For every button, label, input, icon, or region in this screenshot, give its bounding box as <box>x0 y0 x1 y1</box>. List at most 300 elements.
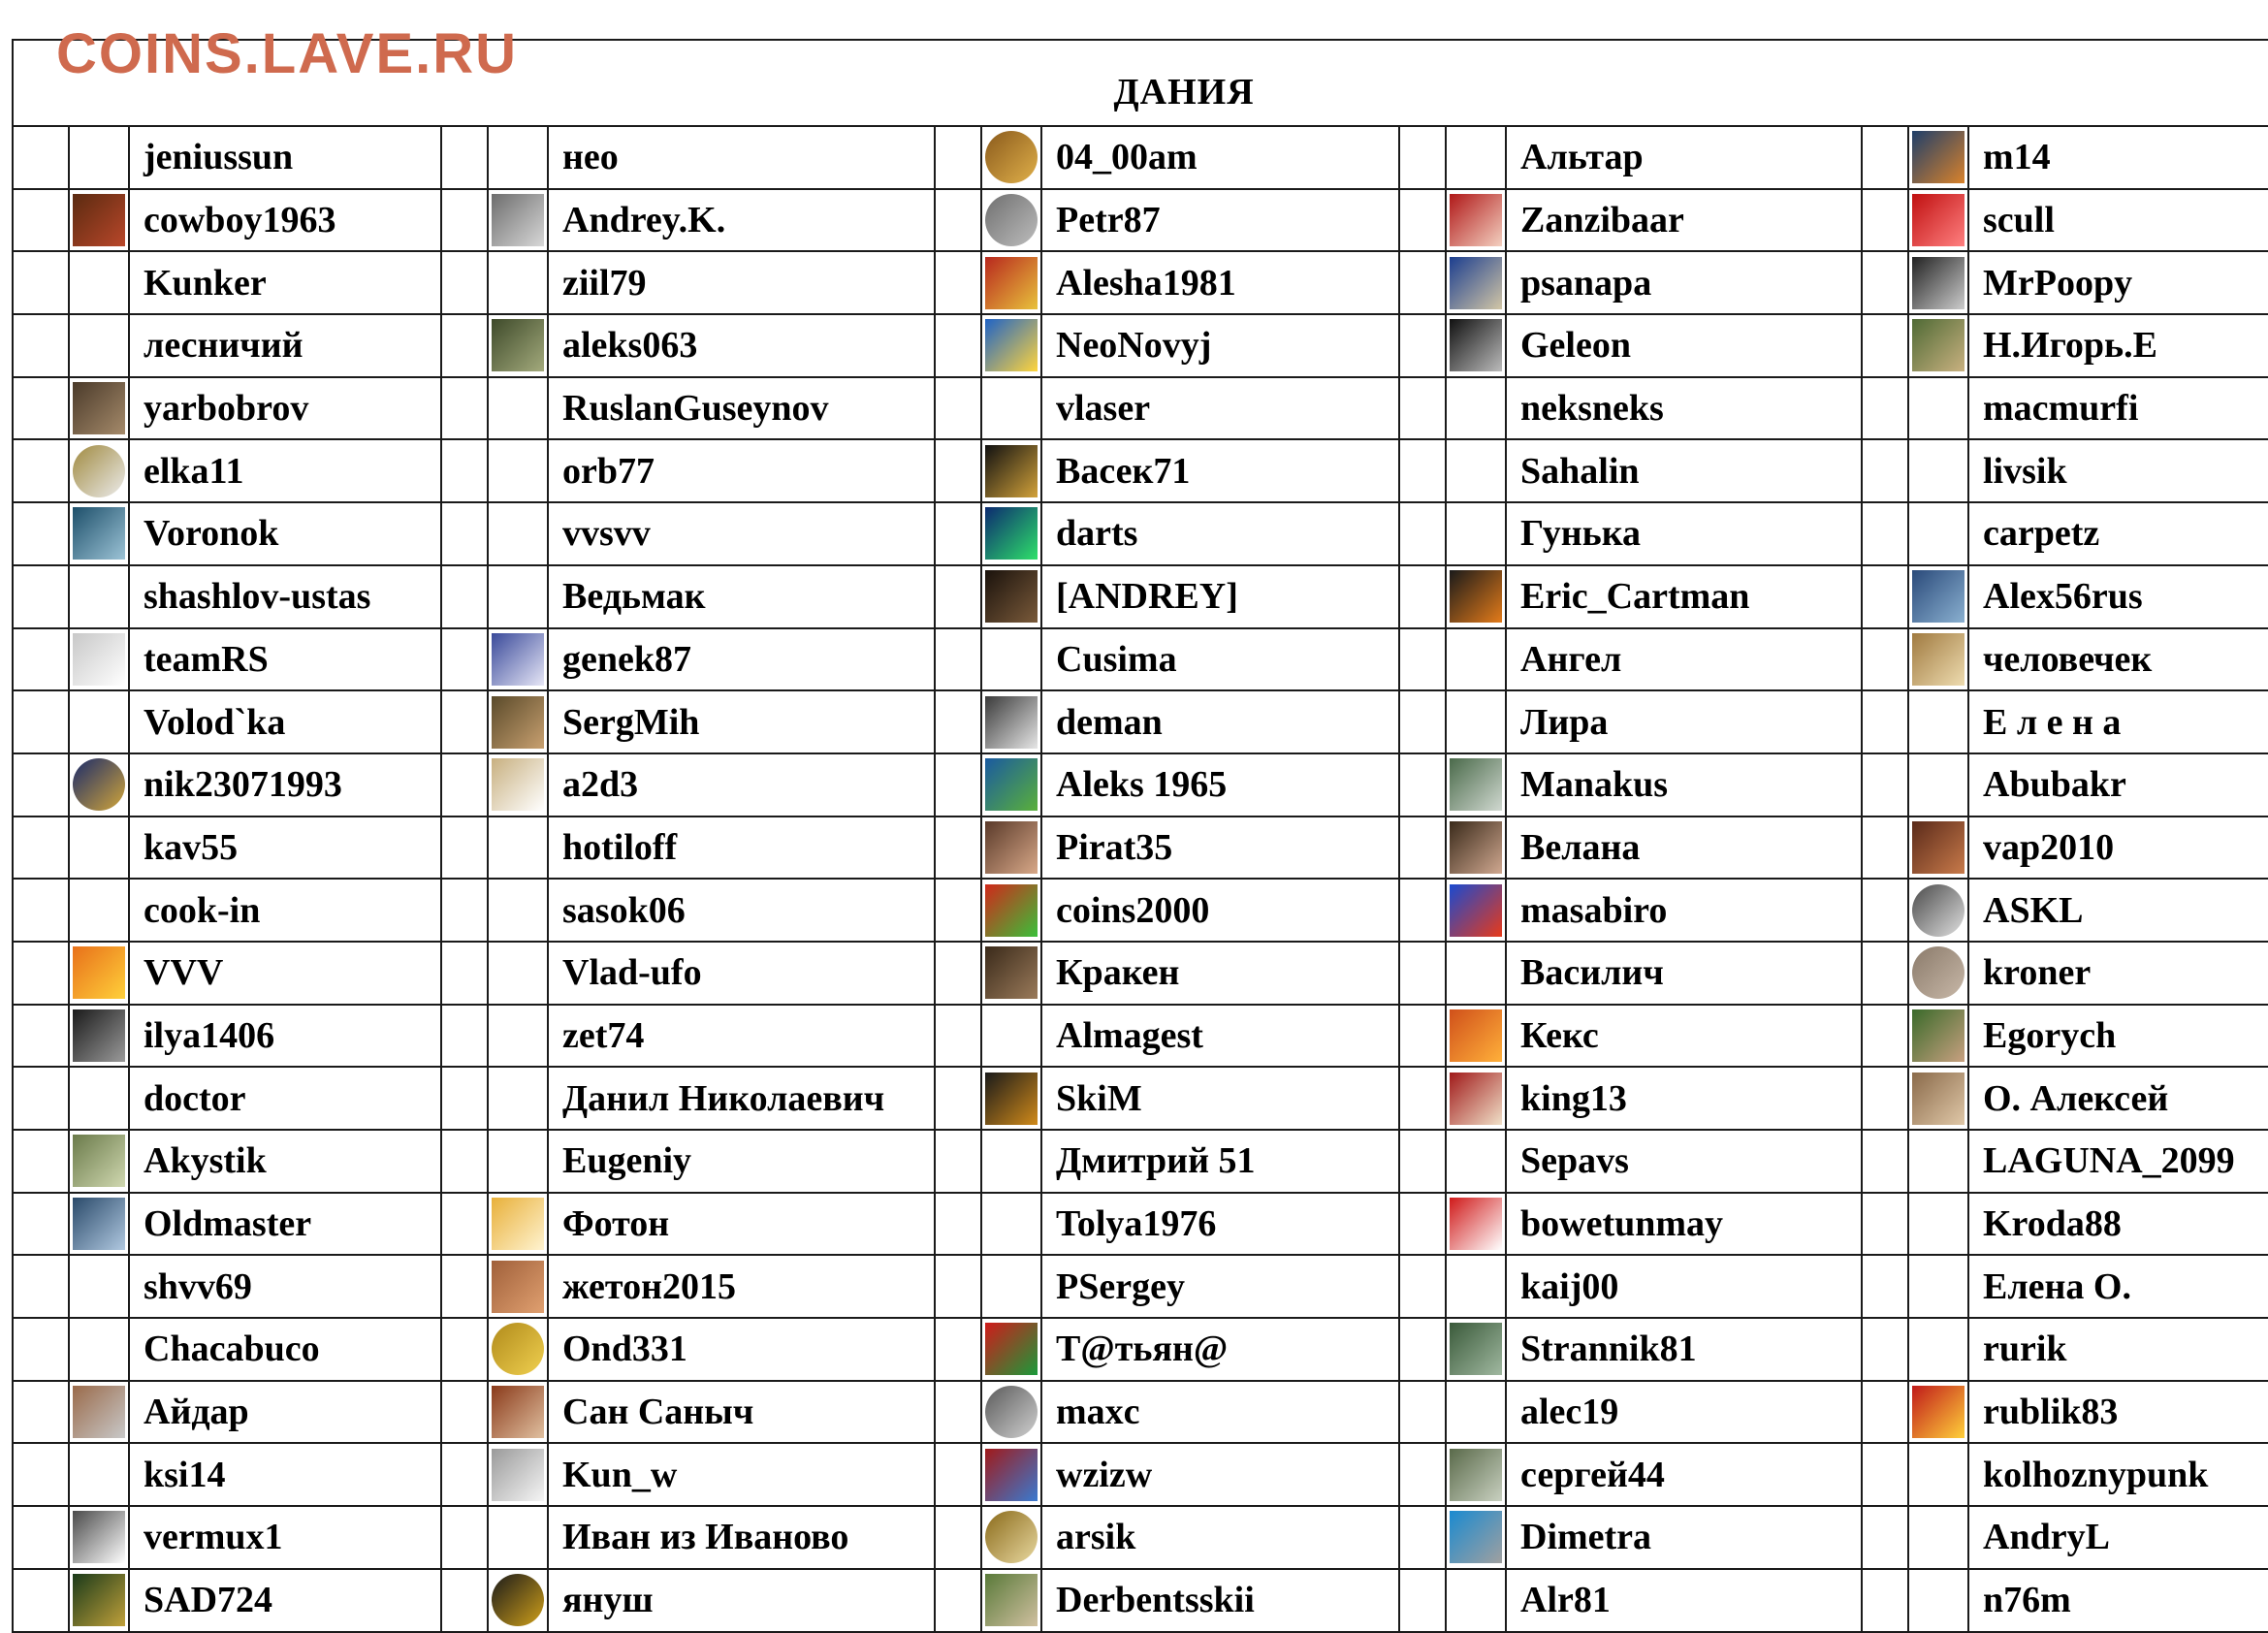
member-name: Cusima <box>1041 628 1399 691</box>
table-row <box>13 502 2268 565</box>
member-name: AndryL <box>1968 1506 2268 1569</box>
member-name: Данил Николаевич <box>548 1067 935 1130</box>
member-name: darts <box>1041 502 1399 565</box>
avatar-icon <box>73 946 125 999</box>
number-cell <box>1862 1193 1908 1256</box>
avatar-icon <box>1450 1511 1502 1563</box>
number-cell <box>1862 1255 1908 1318</box>
member-name: vap2010 <box>1968 816 2268 880</box>
member-name: Kunker <box>129 251 441 314</box>
number-cell <box>1862 1443 1908 1506</box>
number-cell <box>441 879 488 942</box>
number-cell <box>935 1443 981 1506</box>
avatar-cell <box>981 502 1041 565</box>
avatar-icon <box>985 946 1038 999</box>
member-name: Eugeniy <box>548 1130 935 1193</box>
member-name: zet74 <box>548 1005 935 1068</box>
avatar-icon <box>985 1073 1038 1125</box>
member-name: sasok06 <box>548 879 935 942</box>
member-name: aleks063 <box>548 314 935 377</box>
avatar-icon <box>1912 131 1965 183</box>
avatar-cell <box>488 377 548 440</box>
avatar-cell <box>69 126 129 189</box>
member-name: Geleon <box>1506 314 1862 377</box>
avatar-cell <box>1908 565 1968 628</box>
avatar-cell <box>1446 1569 1506 1632</box>
avatar-cell <box>981 628 1041 691</box>
member-name: Strannik81 <box>1506 1318 1862 1381</box>
avatar-icon <box>985 1511 1038 1563</box>
member-name: януш <box>548 1569 935 1632</box>
number-cell <box>13 314 69 377</box>
member-name: нео <box>548 126 935 189</box>
number-cell <box>1862 942 1908 1005</box>
member-name: carpetz <box>1968 502 2268 565</box>
table-row <box>13 1130 2268 1193</box>
avatar-cell <box>1446 189 1506 252</box>
number-cell <box>1399 502 1446 565</box>
number-cell <box>935 690 981 753</box>
avatar-icon <box>73 758 125 811</box>
avatar-icon <box>73 1511 125 1563</box>
avatar-cell <box>981 251 1041 314</box>
table-row <box>13 1569 2268 1632</box>
member-name: Akystik <box>129 1130 441 1193</box>
avatar-cell <box>69 1443 129 1506</box>
member-table <box>12 39 2268 1633</box>
avatar-cell <box>1446 1005 1506 1068</box>
number-cell <box>441 251 488 314</box>
member-name: Н.Игорь.Е <box>1968 314 2268 377</box>
avatar-icon <box>492 1386 544 1438</box>
avatar-icon <box>1450 257 1502 309</box>
member-name: wzizw <box>1041 1443 1399 1506</box>
member-name: cowboy1963 <box>129 189 441 252</box>
member-name: alec19 <box>1506 1381 1862 1444</box>
avatar-cell <box>69 1067 129 1130</box>
number-cell <box>441 1318 488 1381</box>
number-cell <box>1399 1569 1446 1632</box>
number-cell <box>13 189 69 252</box>
avatar-cell <box>488 1443 548 1506</box>
avatar-icon <box>73 1574 125 1626</box>
member-name: hotiloff <box>548 816 935 880</box>
number-cell <box>13 753 69 816</box>
number-cell <box>13 251 69 314</box>
member-name: Кракен <box>1041 942 1399 1005</box>
table-row <box>13 753 2268 816</box>
number-cell <box>13 1193 69 1256</box>
avatar-cell <box>69 1569 129 1632</box>
table-row <box>13 439 2268 502</box>
number-cell <box>13 1255 69 1318</box>
number-cell <box>441 314 488 377</box>
number-cell <box>1399 816 1446 880</box>
avatar-cell <box>981 1130 1041 1193</box>
avatar-cell <box>981 1569 1041 1632</box>
member-name: LAGUNA_2099 <box>1968 1130 2268 1193</box>
avatar-icon <box>1912 1009 1965 1062</box>
avatar-icon <box>1450 758 1502 811</box>
number-cell <box>935 1506 981 1569</box>
avatar-icon <box>985 696 1038 749</box>
avatar-cell <box>1446 879 1506 942</box>
member-name: ASKL <box>1968 879 2268 942</box>
member-name: Tolya1976 <box>1041 1193 1399 1256</box>
number-cell <box>935 565 981 628</box>
number-cell <box>1862 1569 1908 1632</box>
avatar-cell <box>1446 439 1506 502</box>
avatar-cell <box>1446 816 1506 880</box>
number-cell <box>1862 502 1908 565</box>
member-name: Alesha1981 <box>1041 251 1399 314</box>
avatar-cell <box>981 1193 1041 1256</box>
member-name: doctor <box>129 1067 441 1130</box>
avatar-cell <box>69 1130 129 1193</box>
member-name: Велана <box>1506 816 1862 880</box>
avatar-icon <box>1912 257 1965 309</box>
number-cell <box>935 816 981 880</box>
table-row <box>13 377 2268 440</box>
member-name: rublik83 <box>1968 1381 2268 1444</box>
avatar-cell <box>488 502 548 565</box>
member-name: coins2000 <box>1041 879 1399 942</box>
number-cell <box>1399 1005 1446 1068</box>
page-title: ДАНИЯ <box>13 40 2268 126</box>
member-name: ksi14 <box>129 1443 441 1506</box>
avatar-icon <box>1912 946 1965 999</box>
member-name: Дмитрий 51 <box>1041 1130 1399 1193</box>
avatar-cell <box>1908 1569 1968 1632</box>
avatar-cell <box>1908 1255 1968 1318</box>
avatar-icon <box>985 319 1038 371</box>
avatar-icon <box>73 194 125 246</box>
number-cell <box>935 1318 981 1381</box>
member-name: Ведьмак <box>548 565 935 628</box>
avatar-cell <box>1908 189 1968 252</box>
member-name: n76m <box>1968 1569 2268 1632</box>
number-cell <box>1862 628 1908 691</box>
number-cell <box>1862 753 1908 816</box>
avatar-cell <box>1446 942 1506 1005</box>
avatar-icon <box>1450 570 1502 623</box>
avatar-icon <box>985 257 1038 309</box>
table-row <box>13 816 2268 880</box>
avatar-icon <box>985 1449 1038 1501</box>
avatar-cell <box>1908 314 1968 377</box>
avatar-cell <box>1908 816 1968 880</box>
number-cell <box>1862 1506 1908 1569</box>
avatar-cell <box>69 377 129 440</box>
avatar-cell <box>69 251 129 314</box>
avatar-cell <box>1446 1130 1506 1193</box>
number-cell <box>13 1067 69 1130</box>
avatar-icon <box>73 633 125 686</box>
number-cell <box>935 1067 981 1130</box>
number-cell <box>441 439 488 502</box>
number-cell <box>1399 377 1446 440</box>
number-cell <box>1399 565 1446 628</box>
avatar-cell <box>488 1381 548 1444</box>
member-name: yarbobrov <box>129 377 441 440</box>
avatar-cell <box>69 1318 129 1381</box>
avatar-icon <box>1450 194 1502 246</box>
avatar-icon <box>985 1386 1038 1438</box>
table-row <box>13 314 2268 377</box>
member-name: livsik <box>1968 439 2268 502</box>
avatar-cell <box>488 565 548 628</box>
number-cell <box>441 690 488 753</box>
avatar-cell <box>69 314 129 377</box>
member-name: MrPoopy <box>1968 251 2268 314</box>
number-cell <box>1862 879 1908 942</box>
member-name: Айдар <box>129 1381 441 1444</box>
table-row <box>13 690 2268 753</box>
avatar-cell <box>1908 879 1968 942</box>
table-row <box>13 628 2268 691</box>
number-cell <box>935 1255 981 1318</box>
avatar-cell <box>1446 690 1506 753</box>
member-name: Kroda88 <box>1968 1193 2268 1256</box>
number-cell <box>441 1443 488 1506</box>
avatar-cell <box>488 753 548 816</box>
avatar-cell <box>1908 628 1968 691</box>
number-cell <box>1862 1318 1908 1381</box>
avatar-cell <box>488 879 548 942</box>
member-name: NeoNovyj <box>1041 314 1399 377</box>
avatar-cell <box>981 314 1041 377</box>
table-row <box>13 565 2268 628</box>
number-cell <box>935 251 981 314</box>
avatar-icon <box>985 445 1038 497</box>
avatar-icon <box>492 319 544 371</box>
number-cell <box>1399 690 1446 753</box>
member-name: Vlad-ufo <box>548 942 935 1005</box>
avatar-cell <box>69 565 129 628</box>
number-cell <box>935 1130 981 1193</box>
avatar-cell <box>1908 1506 1968 1569</box>
member-name: psanapa <box>1506 251 1862 314</box>
member-name: [ANDREY] <box>1041 565 1399 628</box>
avatar-icon <box>492 696 544 749</box>
number-cell <box>13 377 69 440</box>
member-name: ilya1406 <box>129 1005 441 1068</box>
avatar-cell <box>488 251 548 314</box>
member-name: SkiM <box>1041 1067 1399 1130</box>
member-name: genek87 <box>548 628 935 691</box>
avatar-cell <box>981 1067 1041 1130</box>
avatar-icon <box>1912 633 1965 686</box>
number-cell <box>1399 1381 1446 1444</box>
member-name: SergMih <box>548 690 935 753</box>
number-cell <box>13 439 69 502</box>
avatar-cell <box>1446 1318 1506 1381</box>
avatar-icon <box>1912 319 1965 371</box>
member-name: Eric_Cartman <box>1506 565 1862 628</box>
number-cell <box>1399 879 1446 942</box>
number-cell <box>441 1381 488 1444</box>
avatar-cell <box>69 690 129 753</box>
number-cell <box>1399 1130 1446 1193</box>
number-cell <box>13 565 69 628</box>
avatar-cell <box>488 126 548 189</box>
avatar-cell <box>488 628 548 691</box>
number-cell <box>935 189 981 252</box>
avatar-cell <box>1908 1381 1968 1444</box>
avatar-cell <box>981 439 1041 502</box>
avatar-icon <box>1450 1073 1502 1125</box>
avatar-icon <box>73 1009 125 1062</box>
member-name: maxc <box>1041 1381 1399 1444</box>
member-name: Кекс <box>1506 1005 1862 1068</box>
member-name: Е л е н а <box>1968 690 2268 753</box>
avatar-cell <box>1446 1506 1506 1569</box>
member-name: Alr81 <box>1506 1569 1862 1632</box>
avatar-icon <box>73 1198 125 1250</box>
member-name: жетон2015 <box>548 1255 935 1318</box>
member-name: Zanzibaar <box>1506 189 1862 252</box>
avatar-cell <box>1446 1443 1506 1506</box>
avatar-cell <box>488 690 548 753</box>
member-name: Sahalin <box>1506 439 1862 502</box>
avatar-icon <box>985 194 1038 246</box>
member-name: Sepavs <box>1506 1130 1862 1193</box>
avatar-cell <box>1908 1318 1968 1381</box>
avatar-cell <box>981 942 1041 1005</box>
member-name: Kun_w <box>548 1443 935 1506</box>
avatar-cell <box>488 1005 548 1068</box>
avatar-icon <box>73 1386 125 1438</box>
avatar-cell <box>69 1005 129 1068</box>
member-name: лесничий <box>129 314 441 377</box>
member-name: orb77 <box>548 439 935 502</box>
avatar-icon <box>985 821 1038 874</box>
member-name: teamRS <box>129 628 441 691</box>
avatar-cell <box>1446 1255 1506 1318</box>
number-cell <box>13 126 69 189</box>
avatar-cell <box>488 942 548 1005</box>
avatar-cell <box>1446 126 1506 189</box>
member-name: Василич <box>1506 942 1862 1005</box>
number-cell <box>441 1130 488 1193</box>
member-name: RuslanGuseynov <box>548 377 935 440</box>
avatar-cell <box>488 1130 548 1193</box>
avatar-cell <box>1908 1193 1968 1256</box>
number-cell <box>1399 753 1446 816</box>
avatar-cell <box>981 565 1041 628</box>
member-name: kolhoznypunk <box>1968 1443 2268 1506</box>
number-cell <box>1862 314 1908 377</box>
number-cell <box>441 753 488 816</box>
avatar-cell <box>488 816 548 880</box>
number-cell <box>13 1443 69 1506</box>
member-name: kroner <box>1968 942 2268 1005</box>
avatar-icon <box>1450 319 1502 371</box>
table-row <box>13 1381 2268 1444</box>
avatar-icon <box>1912 821 1965 874</box>
number-cell <box>13 1005 69 1068</box>
member-name: Фотон <box>548 1193 935 1256</box>
member-name: Ангел <box>1506 628 1862 691</box>
avatar-icon <box>985 1574 1038 1626</box>
number-cell <box>13 1130 69 1193</box>
avatar-cell <box>1446 377 1506 440</box>
member-name: PSergey <box>1041 1255 1399 1318</box>
avatar-icon <box>492 1574 544 1626</box>
avatar-cell <box>69 816 129 880</box>
member-name: Лира <box>1506 690 1862 753</box>
table-row <box>13 1255 2268 1318</box>
number-cell <box>441 1255 488 1318</box>
avatar-cell <box>1908 690 1968 753</box>
avatar-icon <box>1912 884 1965 937</box>
member-name: Pirat35 <box>1041 816 1399 880</box>
number-cell <box>935 628 981 691</box>
avatar-icon <box>73 507 125 560</box>
avatar-cell <box>981 1443 1041 1506</box>
avatar-icon <box>492 194 544 246</box>
member-name: Egorych <box>1968 1005 2268 1068</box>
avatar-cell <box>488 1193 548 1256</box>
member-name: bowetunmay <box>1506 1193 1862 1256</box>
avatar-cell <box>69 502 129 565</box>
member-name: Alex56rus <box>1968 565 2268 628</box>
number-cell <box>935 126 981 189</box>
avatar-cell <box>69 189 129 252</box>
avatar-icon <box>73 1135 125 1187</box>
avatar-cell <box>69 1255 129 1318</box>
member-name: Альтар <box>1506 126 1862 189</box>
number-cell <box>13 690 69 753</box>
member-name: Dimetra <box>1506 1506 1862 1569</box>
avatar-cell <box>1446 565 1506 628</box>
number-cell <box>1862 1067 1908 1130</box>
avatar-icon <box>1912 194 1965 246</box>
member-name: macmurfi <box>1968 377 2268 440</box>
table-row <box>13 126 2268 189</box>
member-name: Ond331 <box>548 1318 935 1381</box>
number-cell <box>441 502 488 565</box>
number-cell <box>441 1569 488 1632</box>
number-cell <box>935 879 981 942</box>
avatar-cell <box>1446 1193 1506 1256</box>
member-name: Т@тьян@ <box>1041 1318 1399 1381</box>
avatar-cell <box>69 1506 129 1569</box>
number-cell <box>441 189 488 252</box>
avatar-cell <box>1908 1130 1968 1193</box>
member-name: shvv69 <box>129 1255 441 1318</box>
member-name: Volod`ka <box>129 690 441 753</box>
member-name: nik23071993 <box>129 753 441 816</box>
member-name: SAD724 <box>129 1569 441 1632</box>
member-name: m14 <box>1968 126 2268 189</box>
member-name: Chacabuco <box>129 1318 441 1381</box>
member-name: deman <box>1041 690 1399 753</box>
member-name: vermux1 <box>129 1506 441 1569</box>
member-name: vlaser <box>1041 377 1399 440</box>
member-name: Aleks 1965 <box>1041 753 1399 816</box>
avatar-cell <box>1446 502 1506 565</box>
avatar-cell <box>1446 1067 1506 1130</box>
avatar-cell <box>1908 1005 1968 1068</box>
member-name: ziil79 <box>548 251 935 314</box>
member-name: vvsvv <box>548 502 935 565</box>
member-name: king13 <box>1506 1067 1862 1130</box>
number-cell <box>1399 189 1446 252</box>
member-name: Petr87 <box>1041 189 1399 252</box>
number-cell <box>1862 126 1908 189</box>
avatar-cell <box>1446 1381 1506 1444</box>
